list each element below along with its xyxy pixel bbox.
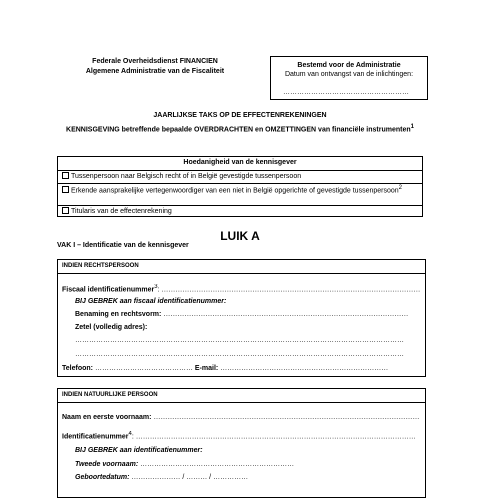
footnote-1: 1 — [410, 124, 414, 130]
form-subtitle — [60, 124, 420, 134]
company-name-label: Benaming en rechtsvorm: — [75, 311, 162, 318]
divider — [57, 183, 423, 184]
birth-date-dots: ………………… / ……… / …………… — [131, 474, 249, 481]
checkbox-icon[interactable] — [62, 186, 69, 193]
phone-field[interactable]: …………………………………… — [94, 365, 193, 372]
second-name-label: Tweede voornaam: — [75, 461, 139, 468]
divider — [57, 205, 423, 206]
fiscal-id-label: Fiscaal identificatienummer — [62, 286, 155, 294]
address-line-1[interactable]: …………………………………………………………………………………………………………………………… — [75, 337, 404, 344]
company-name-field[interactable] — [75, 310, 421, 319]
admin-box-date-field[interactable]: ……………………………………………… — [283, 89, 409, 96]
capacity-option-3-label: Titularis van de effectenrekening — [71, 208, 172, 215]
birth-date-label: Geboortedatum: — [75, 474, 130, 481]
email-field[interactable]: ……………………………………………………………… — [220, 365, 389, 372]
admin-box — [270, 56, 428, 100]
legal-person-header: INDIEN RECHTSPERSOON — [62, 263, 139, 269]
checkbox-icon[interactable] — [62, 207, 69, 214]
capacity-option-2-label: Erkende aansprakelijke vertegenwoordiger van een niet in België opgerichte of gevestigde tussenpersoon — [71, 187, 399, 195]
company-name-dots: …………………………………………………………………………………………… — [163, 311, 409, 318]
fiscal-id-dots: : ………………………………………………………………………………………………… — [157, 286, 421, 294]
person-id-dots: : ………………………………………………………………………………………………………… — [131, 433, 416, 441]
address-line-2[interactable]: …………………………………………………………………………………………………………………………… — [75, 351, 404, 358]
birth-date-field[interactable] — [75, 473, 421, 482]
second-name-dots: ………………………………………………………… — [140, 461, 295, 468]
org-line-2: Algemene Administratie van de Fiscaliteit — [85, 68, 225, 75]
contact-row — [62, 364, 422, 373]
checkbox-icon[interactable] — [62, 172, 69, 179]
footnote-4: 4 — [128, 431, 132, 437]
phone-label: Telefoon: — [62, 365, 93, 372]
person-name-field[interactable] — [62, 413, 422, 422]
admin-box-title: Bestemd voor de Administratie — [297, 62, 401, 69]
divider — [57, 402, 426, 403]
second-name-field[interactable] — [75, 460, 421, 469]
natural-person-header: INDIEN NATUURLIJKE PERSOON — [62, 392, 158, 398]
divider — [57, 170, 423, 171]
form-subtitle-text: KENNISGEVING betreffende bepaalde OVERDRACHTEN en OMZETTINGEN van financiële instrumenten — [66, 126, 411, 134]
capacity-option-1[interactable] — [62, 172, 418, 181]
capacity-option-2[interactable] — [62, 185, 418, 195]
fiscal-id-field[interactable] — [62, 284, 422, 294]
section-title: LUIK A — [220, 229, 260, 243]
email-label: E-mail: — [194, 365, 219, 372]
divider — [57, 273, 426, 274]
capacity-option-1-label: Tussenpersoon naar Belgisch recht of in België gevestigde tussenpersoon — [71, 173, 302, 180]
no-id-label: BIJ GEBREK aan identificatienummer: — [75, 447, 203, 454]
form-title: JAARLIJKSE TAKS OP DE EFFECTENREKENINGEN — [153, 112, 327, 119]
section-subtitle: VAK I – Identificatie van de kennisgever — [57, 242, 189, 249]
person-id-label: Identificatienummer — [62, 433, 129, 441]
person-name-dots: …………………………………………………………………………………………………… — [153, 414, 420, 421]
capacity-option-3[interactable] — [62, 207, 418, 216]
footnote-2: 2 — [398, 185, 403, 191]
person-name-label: Naam en eerste voornaam: — [62, 414, 152, 421]
footnote-3: 3 — [154, 284, 158, 290]
person-id-field[interactable] — [62, 431, 422, 441]
capacity-table-header: Hoedanigheid van de kennisgever — [183, 159, 297, 166]
admin-box-date-label: Datum van ontvangst van de inlichtingen: — [284, 71, 414, 78]
org-line-1: Federale Overheidsdienst FINANCIEN — [92, 58, 218, 65]
seat-label: Zetel (volledig adres): — [75, 324, 148, 331]
no-fiscal-id-label: BIJ GEBREK aan fiscaal identificatienummer: — [75, 298, 227, 305]
